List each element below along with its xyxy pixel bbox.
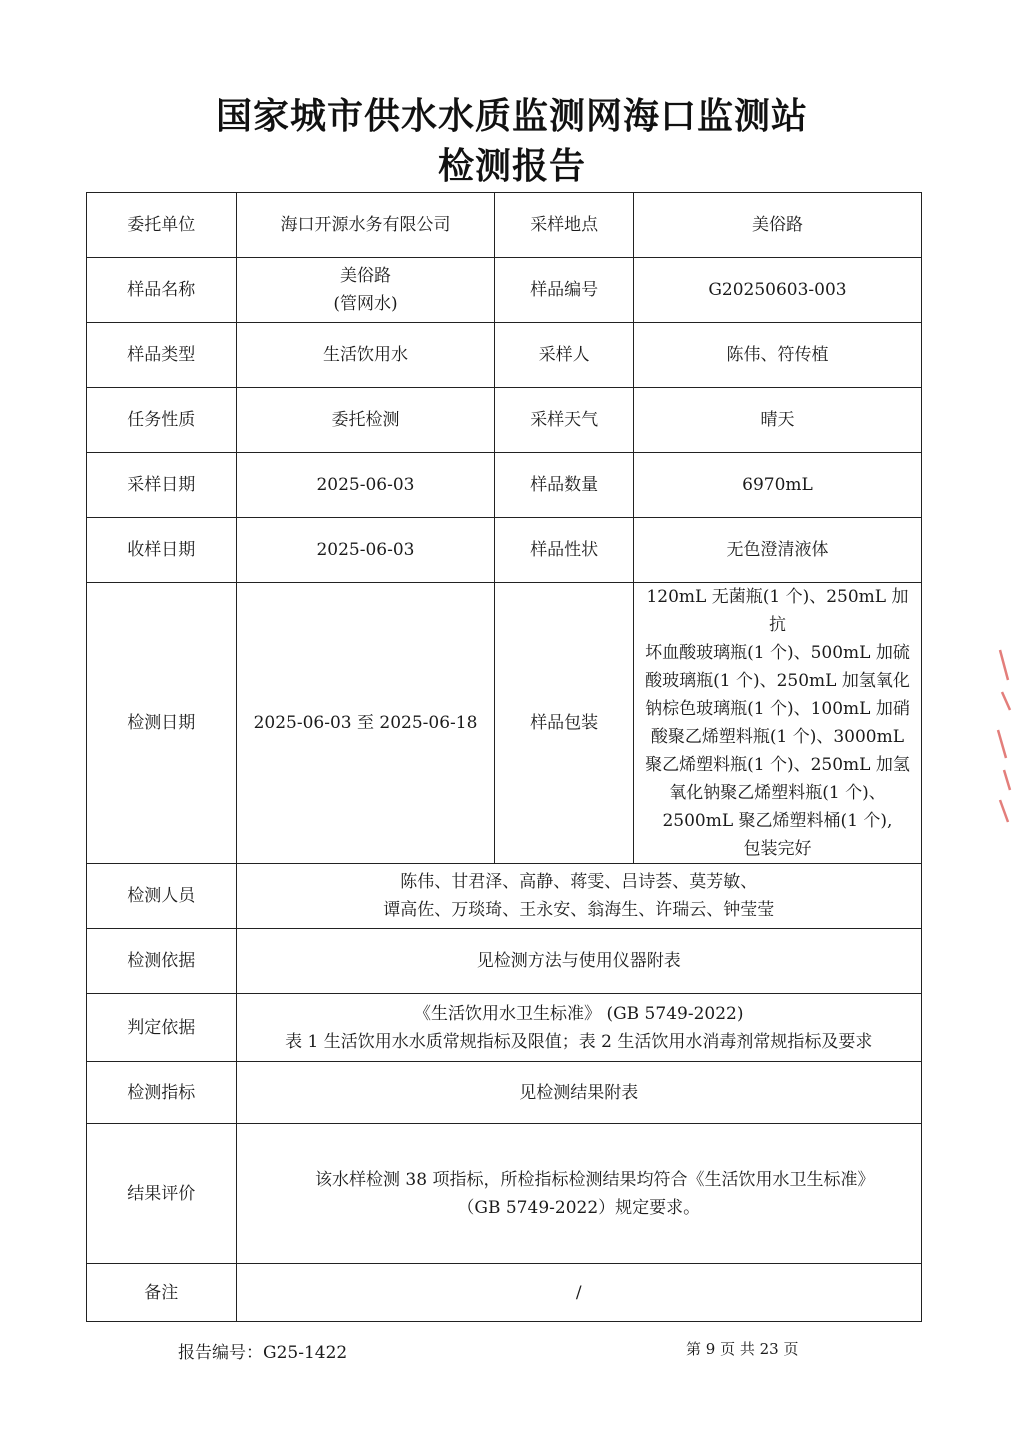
table-row	[87, 583, 922, 864]
report-number: 报告编号：G25-1422	[178, 1343, 348, 1363]
package-label: 样品包装	[495, 583, 633, 864]
receive-date-value: 2025-06-03	[236, 518, 495, 583]
weather-label: 采样天气	[495, 388, 633, 453]
package-line: 120mL 无菌瓶(1 个)、250mL 加抗	[646, 587, 909, 635]
page-info: 第 9 页 共 23 页	[686, 1340, 799, 1358]
package-line: 2500mL 聚乙烯塑料桶(1 个),	[662, 811, 893, 831]
basis-label: 检测依据	[87, 929, 237, 994]
sample-type-value: 生活饮用水	[236, 323, 495, 388]
testers-line1: 陈伟、甘君泽、高静、蒋雯、吕诗荟、莫芳敏、	[400, 872, 758, 892]
judgement-value	[236, 994, 921, 1062]
evaluation-line2: （GB 5749-2022）规定要求。	[457, 1197, 701, 1218]
report-table	[86, 192, 922, 1322]
table-row	[87, 929, 922, 994]
client-label: 委托单位	[87, 193, 237, 258]
appearance-label: 样品性状	[495, 518, 633, 583]
table-row	[87, 518, 922, 583]
quantity-label: 样品数量	[495, 453, 633, 518]
report-subtitle: 检测报告	[437, 146, 586, 187]
sample-no-value: G20250603-003	[633, 258, 921, 323]
sample-name-value	[236, 258, 495, 323]
test-date-value: 2025-06-03 至 2025-06-18	[236, 583, 495, 864]
remarks-label: 备注	[87, 1264, 237, 1322]
client-value: 海口开源水务有限公司	[236, 193, 495, 258]
table-row	[87, 1062, 922, 1124]
table-row	[87, 453, 922, 518]
quantity-value: 6970mL	[633, 453, 921, 518]
package-line: 酸聚乙烯塑料瓶(1 个)、3000mL	[650, 727, 905, 747]
sampler-value: 陈伟、符传植	[633, 323, 921, 388]
testers-label: 检测人员	[87, 864, 237, 929]
table-row	[87, 1124, 922, 1264]
evaluation-label: 结果评价	[87, 1124, 237, 1264]
package-line: 坏血酸玻璃瓶(1 个)、500mL 加硫	[645, 643, 910, 663]
site-value: 美俗路	[633, 193, 921, 258]
task-label: 任务性质	[87, 388, 237, 453]
table-row	[87, 994, 922, 1062]
judgement-label: 判定依据	[87, 994, 237, 1062]
weather-value: 晴天	[633, 388, 921, 453]
site-label: 采样地点	[495, 193, 633, 258]
testers-value	[236, 864, 921, 929]
table-row	[87, 193, 922, 258]
table-row	[87, 323, 922, 388]
judgement-line1: 《生活饮用水卫生标准》 (GB 5749-2022)	[414, 1003, 744, 1024]
table-row	[87, 864, 922, 929]
appearance-value: 无色澄清液体	[633, 518, 921, 583]
sample-type-label: 样品类型	[87, 323, 237, 388]
indicators-label: 检测指标	[87, 1062, 237, 1124]
sampling-date-label: 采样日期	[87, 453, 237, 518]
sampler-label: 采样人	[495, 323, 633, 388]
package-value	[633, 583, 921, 864]
judgement-line2: 表 1 生活饮用水水质常规指标及限值；表 2 生活饮用水消毒剂常规指标及要求	[285, 1031, 873, 1052]
basis-value: 见检测方法与使用仪器附表	[236, 929, 921, 994]
sample-no-label: 样品编号	[495, 258, 633, 323]
task-value: 委托检测	[236, 388, 495, 453]
table-row	[87, 388, 922, 453]
sample-name-line1: 美俗路	[339, 266, 391, 286]
testers-line2: 谭高佐、万琰琦、王永安、翁海生、许瑞云、钟莹莹	[383, 900, 775, 920]
package-line: 酸玻璃瓶(1 个)、250mL 加氢氧化	[645, 671, 910, 691]
package-line: 钠棕色玻璃瓶(1 个)、100mL 加硝	[645, 699, 910, 719]
seal-stamp-edge	[994, 640, 1016, 830]
package-line: 氧化钠聚乙烯塑料瓶(1 个)、	[669, 783, 886, 803]
package-line: 包装完好	[743, 839, 812, 859]
report-title: 国家城市供水水质监测网海口监测站	[215, 96, 808, 137]
indicators-value: 见检测结果附表	[236, 1062, 921, 1124]
evaluation-value	[236, 1124, 921, 1264]
sample-name-line2: (管网水)	[333, 294, 398, 314]
table-row	[87, 1264, 922, 1322]
evaluation-text1: 该水样检测 38 项指标，所检指标检测结果均符合《生活饮用水卫生标准》	[315, 1169, 875, 1190]
table-row	[87, 258, 922, 323]
sampling-date-value: 2025-06-03	[236, 453, 495, 518]
sample-name-label: 样品名称	[87, 258, 237, 323]
evaluation-line1	[243, 1166, 915, 1194]
receive-date-label: 收样日期	[87, 518, 237, 583]
test-date-label: 检测日期	[87, 583, 237, 864]
package-line: 聚乙烯塑料瓶(1 个)、250mL 加氢	[645, 755, 910, 775]
remarks-value: /	[236, 1264, 921, 1322]
